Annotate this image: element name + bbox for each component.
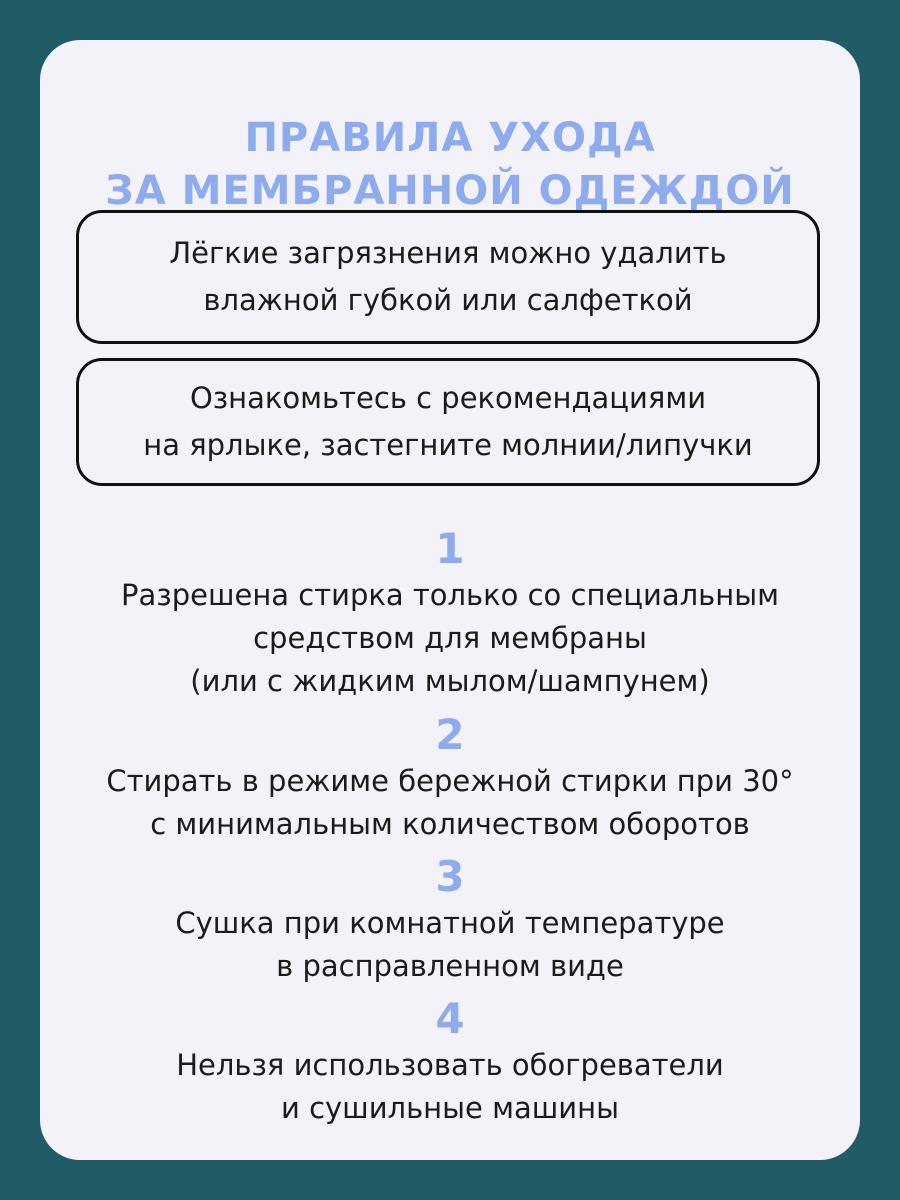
step-number: 2 — [435, 710, 465, 759]
tip-box-line-2: на ярлыке, застегните молнии/липучки — [143, 428, 753, 462]
page-title — [40, 112, 860, 218]
step-text-line: средством для мембраны — [253, 621, 647, 655]
step-number: 3 — [435, 852, 465, 901]
step-2 — [40, 710, 860, 846]
step-3 — [40, 852, 860, 988]
step-number: 4 — [435, 994, 465, 1043]
tip-box-line-1: Лёгкие загрязнения можно удалить — [169, 236, 727, 270]
care-card — [40, 40, 860, 1160]
step-text-line: Нельзя использовать обогреватели — [176, 1048, 724, 1082]
step-text-line: в расправленном виде — [276, 949, 624, 983]
step-text-line: с минимальным количеством оборотов — [150, 807, 750, 841]
step-text-line: Стирать в режиме бережной стирки при 30° — [106, 764, 794, 798]
tip-box-line-1: Ознакомьтесь с рекомендациями — [189, 381, 707, 415]
step-text-line: Сушка при комнатной температуре — [175, 906, 725, 940]
tip-box-line-2: влажной губкой или салфеткой — [203, 283, 693, 317]
step-4 — [40, 994, 860, 1130]
step-1 — [40, 524, 860, 703]
tip-box-light-stains — [76, 210, 820, 344]
tip-box-label-zippers — [76, 358, 820, 486]
step-text-line: Разрешена стирка только со специальным — [121, 578, 779, 612]
title-line-2: ЗА МЕМБРАННОЙ ОДЕЖДОЙ — [105, 168, 795, 214]
step-text-line: (или с жидким мылом/шампунем) — [190, 664, 710, 698]
title-line-1: ПРАВИЛА УХОДА — [244, 115, 656, 161]
step-text-line: и сушильные машины — [281, 1091, 619, 1125]
step-number: 1 — [435, 524, 465, 573]
